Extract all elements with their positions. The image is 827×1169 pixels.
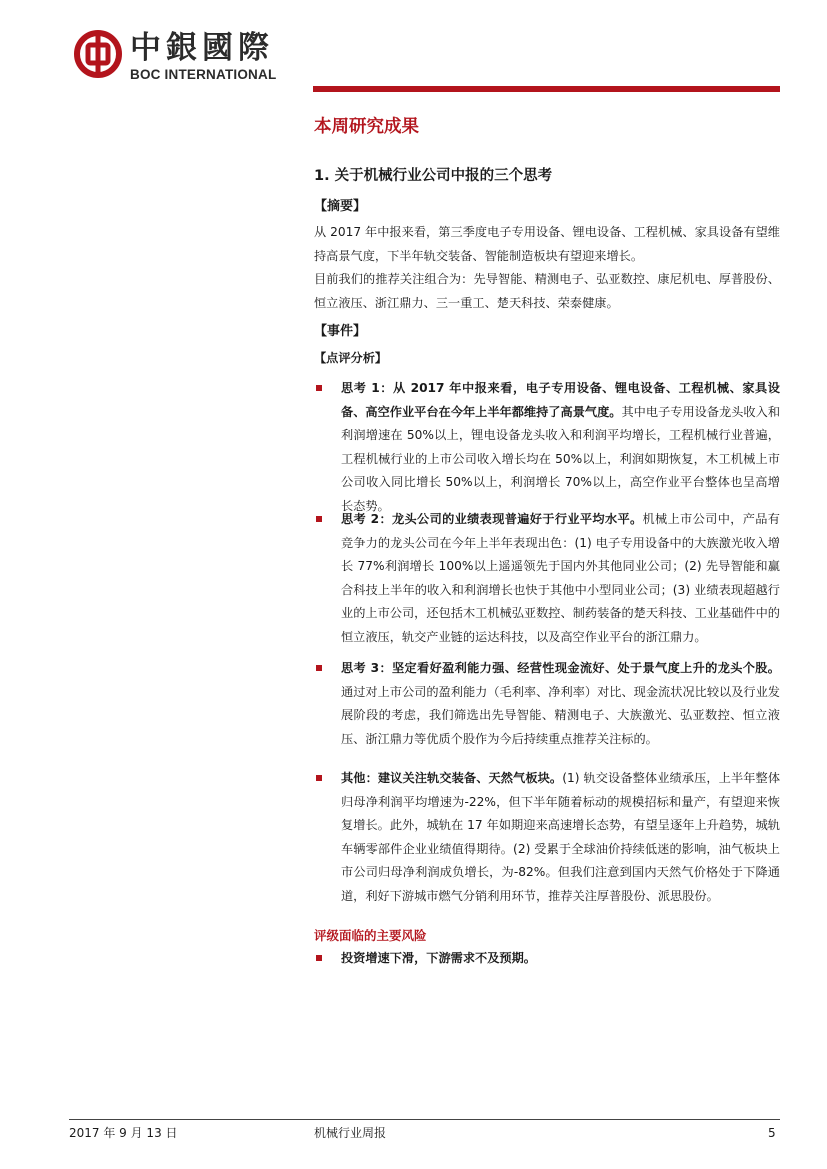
bullet-square-icon bbox=[316, 775, 322, 781]
risk-section-title: 评级面临的主要风险 bbox=[314, 928, 427, 943]
bullet-body: (1) 轨交设备整体业绩承压，上半年整体归母净利润平均增速为-22%，但下半年随着标动的规模招标和量产，有望迎来恢复增长。此外，城轨在 17 年如期迎来高速增长态势，有望呈逐年上升趋势，城轨车辆零部件企业业绩值得期待。(2) 受累于全球油价持续低迷的影响，油气板块上市公司归母净利润成负增长，为-82%。但我们注意到国内天然气价格处于下降通道，利好下游城市燃气分销利用环节，推荐关注厚普股份、派思股份。 bbox=[341, 771, 781, 903]
bullet-bold-lead: 思考 3：坚定看好盈利能力强、经营性现金流好、处于景气度上升的龙头个股。 bbox=[341, 661, 780, 675]
bullet-body: 机械上市公司中，产品有竞争力的龙头公司在今年上半年表现出色：(1) 电子专用设备中的大族激光收入增长 77%利润增长 100%以上遥遥领先于国内外其他同业公司；(2) 先导智能和赢合科技上半年的收入和利润增长也快于其他中小型同业公司；(3) 业绩表现超越行业的上市公司，还包括木工机械弘亚数控、制药装备的楚天科技、工业基础件中的恒立液压，轨交产业链的运达科技，以及高空作业平台的浙江鼎力。 bbox=[341, 512, 780, 644]
bullet-text bbox=[341, 377, 780, 518]
bullet-bold-lead: 思考 1：从 2017 年中报来看，电子专用设备、锂电设备、工程机械、家具设备、高空作业平台在今年上半年都维持了高景气度。 bbox=[341, 381, 780, 419]
logo-chinese-name: 中銀國際 bbox=[130, 30, 274, 66]
summary-paragraph-1: 从 2017 年中报来看，第三季度电子专用设备、锂电设备、工程机械、家具设备有望维持高景气度，下半年轨交装备、智能制造板块有望迎来增长。 bbox=[314, 225, 780, 263]
bullet-text bbox=[341, 657, 780, 751]
bullet-bold-lead: 其他：建议关注轨交装备、天然气板块。 bbox=[341, 771, 563, 785]
bullet-body: 通过对上市公司的盈利能力（毛利率、净利率）对比、现金流状况比较以及行业发展阶段的考虑，我们筛选出先导智能、精测电子、大族激光、弘亚数控、恒立液压、浙江鼎力等优质个股作为今后持续重点推荐关注标的。 bbox=[341, 684, 780, 746]
bullet-square-icon bbox=[316, 385, 322, 391]
bullet-text bbox=[341, 767, 780, 908]
bullet-body: 其中电子专用设备龙头收入和利润增速在 50%以上，锂电设备龙头收入和利润平均增长，工程机械行业普遍，工程机械行业的上市公司收入增长均在 50%以上，利润如期恢复，木工机械上市公司收入同比增长 50%以上，利润增长 70%以上，高空作业平台整体也呈高增长态势。 bbox=[341, 404, 781, 513]
risk-text: 投资增速下滑，下游需求不及预期。 bbox=[341, 951, 536, 965]
bullet-square-icon bbox=[316, 516, 322, 522]
header-red-bar bbox=[313, 86, 780, 92]
event-tag: 【事件】 bbox=[314, 324, 367, 339]
logo-english-name: BOC INTERNATIONAL bbox=[130, 67, 277, 82]
footer-report-name: 机械行业周报 bbox=[314, 1126, 387, 1140]
analysis-tag: 【点评分析】 bbox=[314, 351, 388, 365]
page-number: 5 bbox=[768, 1126, 776, 1140]
article-title: 1. 关于机械行业公司中报的三个思考 bbox=[314, 168, 553, 184]
bullet-square-icon bbox=[316, 955, 322, 961]
bullet-text bbox=[341, 508, 780, 649]
bullet-bold-lead: 思考 2：龙头公司的业绩表现普遍好于行业平均水平。 bbox=[341, 512, 643, 526]
bullet-square-icon bbox=[316, 665, 322, 671]
boc-logo-icon bbox=[74, 30, 122, 78]
page-header bbox=[0, 0, 827, 100]
section-title: 本周研究成果 bbox=[314, 117, 419, 137]
footer-date: 2017 年 9 月 13 日 bbox=[69, 1126, 178, 1140]
summary-tag: 【摘要】 bbox=[314, 199, 367, 214]
footer-divider bbox=[69, 1119, 780, 1120]
summary-paragraph-2: 目前我们的推荐关注组合为：先导智能、精测电子、弘亚数控、康尼机电、厚普股份、恒立液压、浙江鼎力、三一重工、楚天科技、荣泰健康。 bbox=[314, 272, 780, 310]
